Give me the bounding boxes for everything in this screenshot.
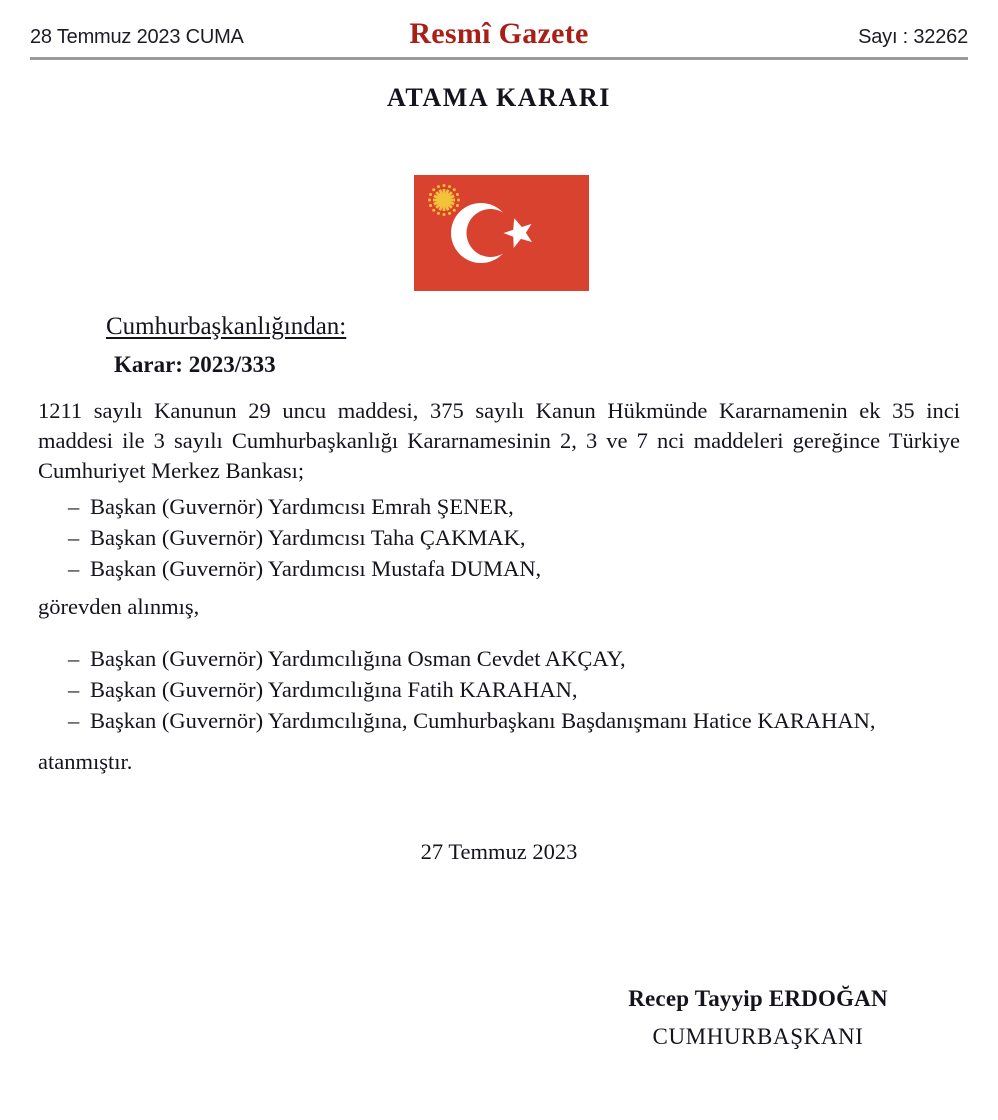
publication-date: 28 Temmuz 2023 CUMA	[30, 26, 244, 48]
masthead	[0, 0, 998, 56]
dash-marker: –	[68, 646, 80, 671]
list-item-label: Başkan (Guvernör) Yardımcısı Mustafa DUMAN,	[90, 556, 542, 581]
signatory-name: Recep Tayyip ERDOĞAN	[628, 986, 888, 1011]
list-item	[38, 674, 960, 705]
list-item	[38, 643, 960, 674]
dash-marker: –	[68, 708, 80, 733]
dismissal-closing-text: görevden alınmış,	[38, 594, 200, 619]
appointed-list	[38, 643, 960, 736]
decision-date: 27 Temmuz 2023	[420, 839, 578, 864]
dismissed-list	[38, 491, 960, 584]
appointment-closing-text: atanmıştır.	[38, 749, 133, 774]
list-item	[38, 491, 960, 522]
dash-marker: –	[68, 494, 80, 519]
issue-number: Sayı : 32262	[858, 26, 968, 48]
list-item-label: Başkan (Guvernör) Yardımcılığına Osman Cevdet AKÇAY,	[90, 646, 626, 671]
list-item-label: Başkan (Guvernör) Yardımcısı Taha ÇAKMAK,	[90, 525, 526, 550]
dash-marker: –	[68, 556, 80, 581]
list-item	[38, 705, 960, 736]
list-item-label: Başkan (Guvernör) Yardımcılığına, Cumhurbaşkanı Başdanışmanı Hatice KARAHAN,	[90, 708, 876, 733]
masthead-divider	[30, 57, 968, 60]
issuing-authority: Cumhurbaşkanlığından:	[106, 313, 347, 340]
dash-marker: –	[68, 525, 80, 550]
list-item-label: Başkan (Guvernör) Yardımcısı Emrah ŞENER,	[90, 494, 514, 519]
dash-marker: –	[68, 677, 80, 702]
intro-paragraph: 1211 sayılı Kanunun 29 uncu maddesi, 375 sayılı Kanun Hükmünde Kararnamenin ek 35 inci maddesi ile 3 sayılı Cumhurbaşkanlığı Kararnamesinin 2, 3 ve 7 nci maddeleri gereğince Türkiye Cumhuriyet Merkez Bankası;	[38, 398, 960, 483]
list-item	[38, 522, 960, 553]
turkish-presidential-flag-icon	[414, 175, 589, 291]
signature-block	[548, 986, 968, 1050]
list-item	[38, 553, 960, 584]
gazette-title: Resmî Gazete	[409, 17, 589, 50]
list-item-label: Başkan (Guvernör) Yardımcılığına Fatih KARAHAN,	[90, 677, 578, 702]
decision-number: Karar: 2023/333	[114, 352, 276, 377]
signatory-role: CUMHURBAŞKANI	[652, 1024, 864, 1049]
page-title: ATAMA KARARI	[386, 83, 612, 112]
